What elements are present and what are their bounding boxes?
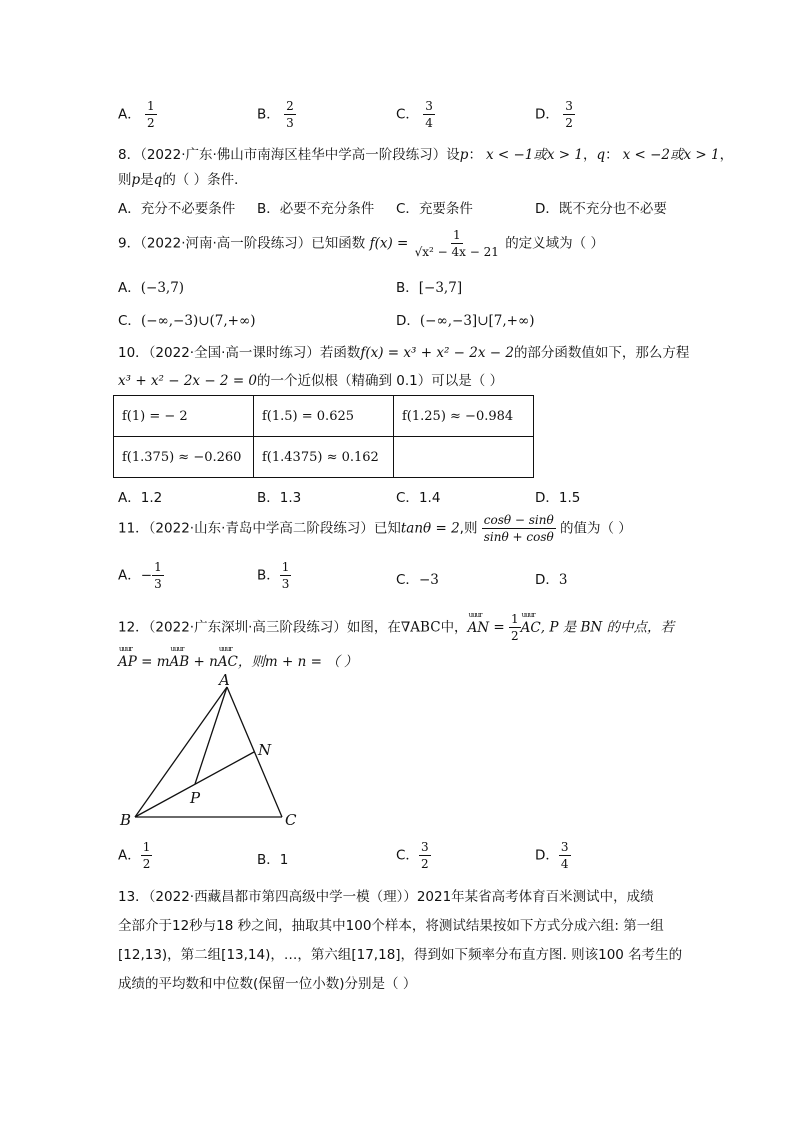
q8-p: p [459, 147, 469, 163]
q8-colon: ： [468, 147, 482, 163]
q12-vector-ab: uuur AB [170, 654, 190, 670]
q8-q-2: q [153, 172, 163, 188]
q11-then: ,则 [459, 520, 478, 537]
q8-stem-line1 [118, 143, 733, 163]
q9-option-d [396, 309, 534, 329]
q12-half: $\frac{1}{2}$ [511, 612, 519, 643]
q7-option-b-fraction: $\frac{2}{3}$ [286, 99, 294, 130]
q12-option-a [118, 840, 152, 871]
q12-stem-line2 [118, 650, 357, 670]
q10-option-a-letter: A． [118, 490, 141, 506]
q7-option-a-letter: A． [118, 106, 141, 123]
q8-stem-line2 [118, 168, 248, 188]
q10-stem-line1 [118, 341, 689, 361]
edge-ab [135, 687, 227, 817]
q7-option-c-letter: C． [396, 106, 419, 123]
q10-function: f(x) = x³ + x² − 2x − 2 [360, 345, 514, 361]
q12-find: ，则m + n = （ ） [237, 654, 358, 670]
q12-stem-line1 [118, 612, 674, 643]
q9-option-b-letter: B． [396, 280, 419, 296]
q8-sep: ， [582, 147, 597, 163]
table-cell: f(1.375) ≈ −0.260 [114, 437, 254, 478]
q8-option-c-letter: C． [396, 201, 419, 217]
q12-option-c [396, 840, 431, 871]
q11-given: tanθ = 2 [400, 520, 460, 537]
q9-option-a-letter: A． [118, 280, 141, 296]
q12-option-b [257, 848, 288, 868]
q9-option-d-text: (−∞,−3]∪[7,+∞) [419, 313, 535, 329]
q9-prefix: 9．（2022·河南·高一阶段练习）已知函数 [118, 235, 366, 252]
q10-line2-rest: 的一个近似根（精确到 0.1）可以是（ ） [257, 373, 504, 389]
q9-option-d-letter: D． [396, 313, 420, 329]
q8-p-condition: x < −1或x > 1 [485, 147, 583, 163]
q8-option-a-letter: A． [118, 201, 141, 217]
q11-fraction: $\frac{\cos\theta - \sin\theta}{\sin\theta + \cos\theta}$ [483, 513, 554, 544]
q8-then: 则 [118, 172, 132, 188]
q11-option-b [257, 560, 291, 591]
q12-vector-ac-2: uuur AC [218, 654, 238, 670]
q12-option-d-fraction: $\frac{3}{4}$ [560, 840, 569, 871]
q13-line1: 13．（2022·西藏昌都市第四高级中学一模（理））2021年某省高考体育百米测试中，成绩 [118, 889, 654, 905]
q11-option-d-letter: D． [535, 572, 559, 588]
q8-is: 是 [140, 172, 154, 188]
q9-stem [118, 228, 604, 259]
q10-option-a-text: 1.2 [140, 490, 163, 506]
q11-option-d-text: 3 [558, 572, 568, 588]
table-row [114, 396, 534, 437]
q12-plus-n: + n [189, 654, 218, 670]
q10-option-c-letter: C． [396, 490, 419, 506]
q7-option-a [118, 99, 157, 130]
table-cell: f(1) = − 2 [114, 396, 254, 437]
q12-option-d [535, 840, 571, 871]
q11-option-a-letter: A． [118, 567, 141, 584]
q8-option-c [396, 197, 473, 217]
q10-option-c-text: 1.4 [418, 490, 441, 506]
q8-option-d-letter: D． [535, 201, 559, 217]
q11-stem [118, 513, 632, 544]
q10-option-c [396, 486, 440, 506]
q9-option-c [118, 309, 256, 329]
table-row [114, 437, 534, 478]
q8-option-b-letter: B． [257, 201, 280, 217]
q10-option-a [118, 486, 162, 506]
q9-option-c-letter: C． [118, 313, 141, 329]
q11-prefix: 11．（2022·山东·青岛中学高二阶段练习）已知 [118, 520, 401, 537]
q8-option-d [535, 197, 667, 217]
q10-option-d [535, 486, 580, 506]
q10-option-b [257, 486, 301, 506]
q9-option-a [118, 276, 184, 296]
q9-option-b-text: [−3,7] [418, 280, 463, 296]
q12-vector-an: uuur AN [468, 620, 490, 636]
q10-option-b-letter: B． [257, 490, 280, 506]
q8-end: ， [719, 147, 734, 163]
q11-option-a-sign: − [140, 567, 153, 584]
q12-p-midpoint: , P 是 BN 的中点，若 [540, 619, 675, 636]
q10-option-b-text: 1.3 [279, 490, 302, 506]
q11-option-b-fraction: $\frac{1}{3}$ [281, 560, 290, 591]
q8-q: q [596, 147, 606, 163]
q12-option-a-letter: A． [118, 847, 141, 864]
q11-option-a-fraction: $\frac{1}{3}$ [154, 560, 162, 591]
q12-option-a-fraction: $\frac{1}{2}$ [142, 840, 151, 871]
label-n: N [258, 741, 272, 759]
label-p: P [190, 789, 201, 807]
q12-vector-ap: uuur AP [118, 654, 137, 670]
q10-stem-line2 [118, 369, 503, 389]
q8-prefix: 8．（2022·广东·佛山市南海区桂华中学高一阶段练习）设 [118, 147, 460, 163]
q12-option-c-letter: C． [396, 847, 419, 864]
label-a: A [219, 672, 230, 689]
q8-colon-2: ： [605, 147, 619, 163]
q7-option-c [396, 99, 435, 130]
q12-eq-m: = m [136, 654, 170, 670]
q8-q-condition: x < −2或x > 1 [622, 147, 720, 163]
q11-option-c-letter: C． [396, 572, 419, 588]
q7-option-d-letter: D． [535, 106, 559, 123]
table-cell: f(1.5) = 0.625 [254, 396, 394, 437]
segment-bn [135, 752, 254, 817]
q13-line4: 成绩的平均数和中位数(保留一位小数)分别是（ ） [118, 976, 417, 992]
q9-function: f(x) = [369, 235, 409, 252]
q11-option-d [535, 568, 568, 588]
q8-option-a [118, 197, 235, 217]
q10-option-d-text: 1.5 [558, 490, 581, 506]
q10-equation: x³ + x² − 2x − 2 = 0 [118, 373, 258, 389]
q9-fraction: $\frac{1}{\text{√x² − 4x − 21}}$ [414, 228, 499, 259]
q9-option-c-text: (−∞,−3)∪(7,+∞) [140, 313, 256, 329]
q7-option-d-fraction: $\frac{3}{2}$ [565, 99, 573, 130]
q13-line2: 全部介于12秒与18 秒之间，抽取其中100个样本，将测试结果按如下方式分成六组: 第一组 [118, 918, 664, 934]
q12-eq: = [489, 619, 510, 636]
table-cell [394, 437, 534, 478]
q8-condition-blank: 的（ ）条件． [162, 172, 248, 188]
q8-option-b-text: 必要不充分条件 [279, 201, 375, 217]
q12-option-c-fraction: $\frac{3}{2}$ [420, 840, 429, 871]
label-c: C [285, 811, 297, 829]
table-cell: f(1.25) ≈ −0.984 [394, 396, 534, 437]
q11-option-a [118, 560, 164, 591]
q12-prefix: 12．（2022·广东深圳·高三阶段练习）如图，在 [118, 619, 401, 636]
q12-vector-ac: uuur AC [521, 620, 541, 636]
q10-suffix: 的部分函数值如下，那么方程 [513, 345, 690, 361]
q8-option-a-text: 充分不必要条件 [140, 201, 236, 217]
q12-triangle: ∇ABC [400, 619, 441, 636]
q10-prefix: 10．（2022·全国·高一课时练习）若函数 [118, 345, 361, 361]
q12-option-d-letter: D． [535, 847, 559, 864]
q8-option-c-text: 充要条件 [418, 201, 473, 217]
q11-suffix: 的值为（ ） [560, 520, 632, 537]
q12-triangle-figure [110, 672, 310, 832]
q7-option-a-fraction: $\frac{1}{2}$ [147, 99, 155, 130]
q7-option-b-letter: B． [257, 106, 280, 123]
q8-option-d-text: 既不充分也不必要 [558, 201, 667, 217]
q7-option-c-fraction: $\frac{3}{4}$ [425, 99, 433, 130]
q9-option-b [396, 276, 462, 296]
q12-option-b-text: 1 [279, 852, 289, 868]
q12-mid: 中， [440, 619, 468, 636]
q8-p-2: p [131, 172, 141, 188]
q11-option-b-letter: B． [257, 567, 280, 584]
q9-suffix: 的定义域为（ ） [505, 235, 604, 252]
q13-line3: [12,13)，第二组[13,14)，…，第六组[17,18]，得到如下频率分布直方图. 则该100 名考生的 [118, 947, 683, 963]
label-b: B [120, 811, 132, 829]
q10-value-table [113, 395, 534, 478]
q9-option-a-text: (−3,7) [140, 280, 185, 296]
edge-ac [227, 687, 282, 817]
q11-option-c [396, 568, 439, 588]
q10-option-d-letter: D． [535, 490, 559, 506]
q7-option-d [535, 99, 575, 130]
q8-option-b [257, 197, 374, 217]
q11-option-c-text: −3 [418, 572, 439, 588]
q12-option-b-letter: B． [257, 852, 280, 868]
q7-option-b [257, 99, 296, 130]
table-cell: f(1.4375) ≈ 0.162 [254, 437, 394, 478]
